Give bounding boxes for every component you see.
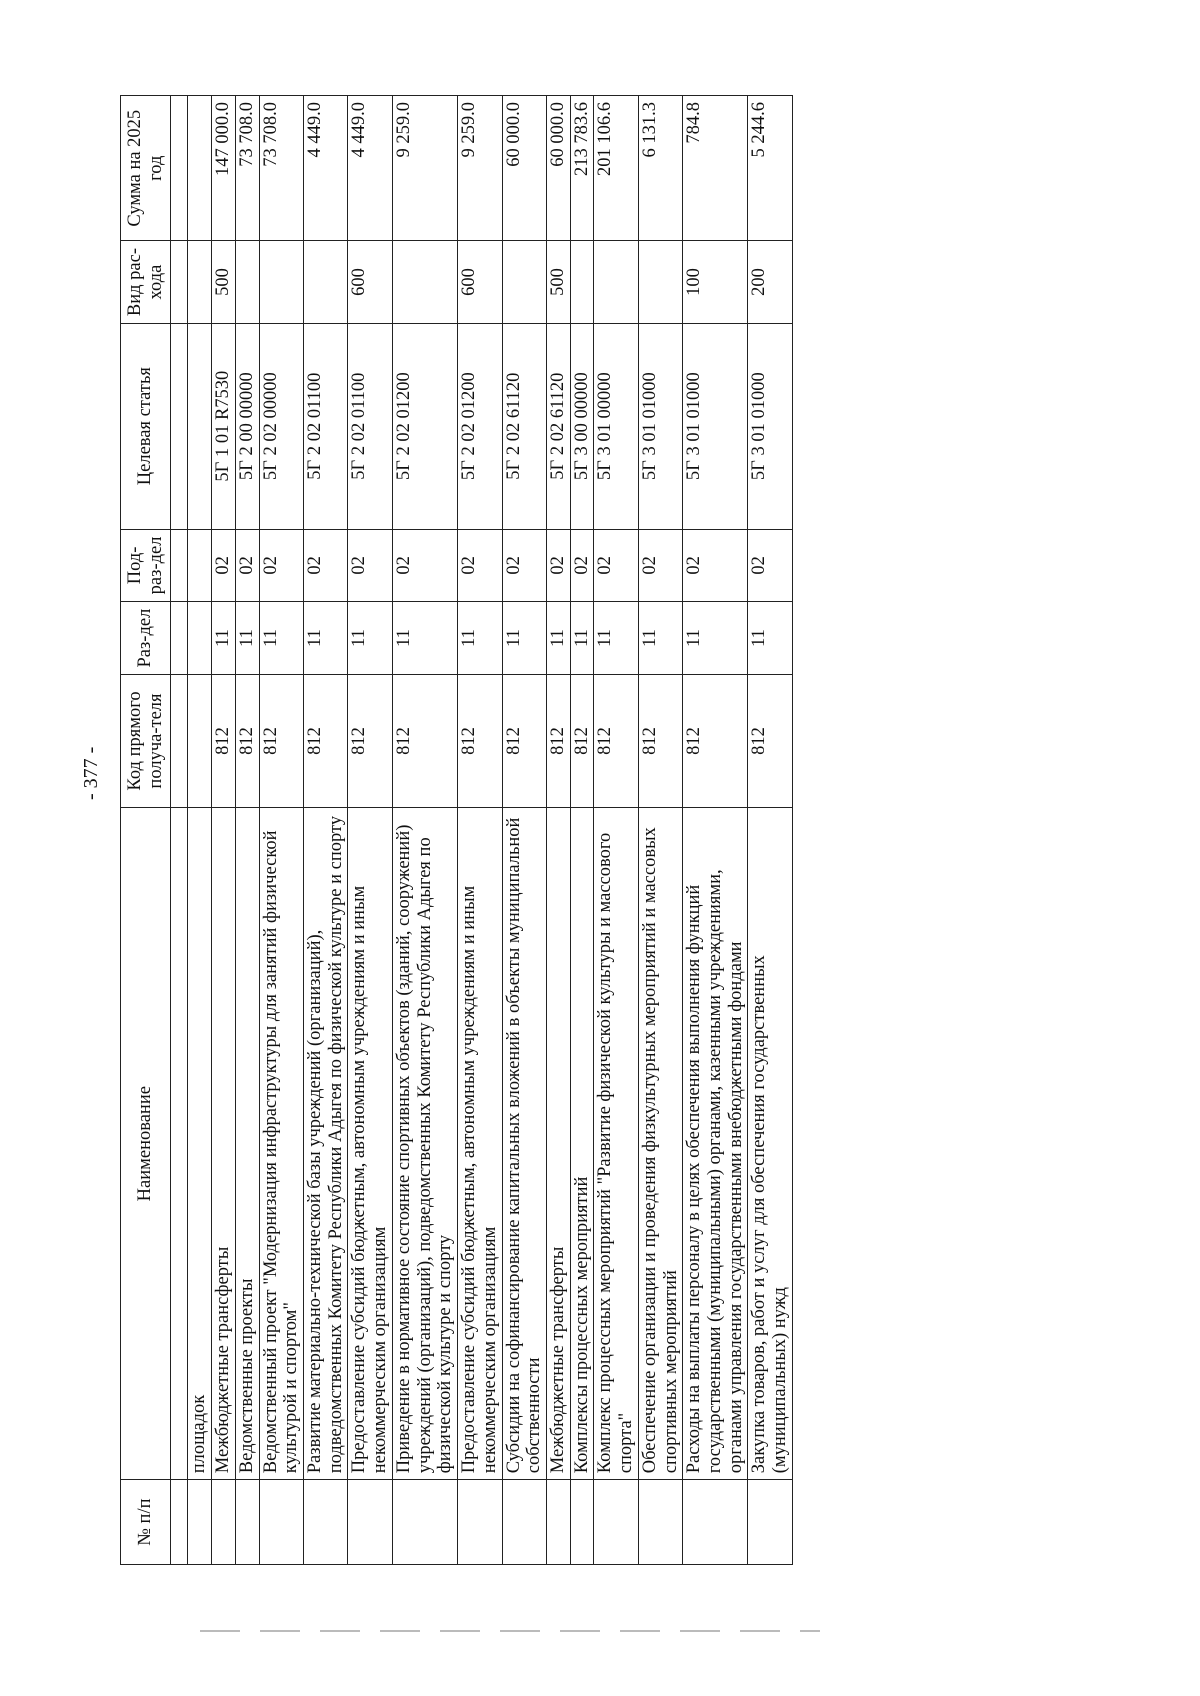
cell-celevaya: 5Г 2 02 01100 bbox=[304, 323, 348, 529]
cell-razdel: 11 bbox=[638, 602, 682, 675]
cell-name: Межбюджетные трансферты bbox=[546, 808, 570, 1480]
cell-podrazdel: 02 bbox=[392, 529, 457, 602]
spacer-cell bbox=[171, 323, 188, 529]
cell-summa: 9 259.0 bbox=[458, 96, 502, 241]
table-body bbox=[188, 96, 792, 1565]
cell-recipient: 812 bbox=[259, 674, 303, 807]
cell-summa: 201 106.6 bbox=[594, 96, 638, 241]
cell-vid: 600 bbox=[348, 241, 392, 323]
cell-razdel: 11 bbox=[212, 602, 236, 675]
cell-summa bbox=[188, 96, 212, 241]
table-row bbox=[348, 96, 392, 1565]
table-row bbox=[502, 96, 546, 1565]
cell-vid bbox=[594, 241, 638, 323]
page-number: - 377 - bbox=[80, 746, 102, 800]
cell-num bbox=[235, 1480, 259, 1565]
cell-podrazdel: 02 bbox=[748, 529, 792, 602]
spacer-cell bbox=[171, 674, 188, 807]
cell-razdel: 11 bbox=[259, 602, 303, 675]
cell-recipient: 812 bbox=[546, 674, 570, 807]
cell-num bbox=[502, 1480, 546, 1565]
cell-summa: 784.8 bbox=[683, 96, 748, 241]
header-recipient: Код прямого получа-теля bbox=[121, 674, 171, 807]
cell-num bbox=[748, 1480, 792, 1565]
cell-razdel: 11 bbox=[502, 602, 546, 675]
cell-name: Субсидии на софинансирование капитальных вложений в объекты муниципальной собственности bbox=[502, 808, 546, 1480]
cell-celevaya: 5Г 3 01 00000 bbox=[594, 323, 638, 529]
cell-name: Ведомственный проект "Модернизация инфраструктуры для занятий физической культурой и спортом" bbox=[259, 808, 303, 1480]
cell-num bbox=[304, 1480, 348, 1565]
cell-recipient: 812 bbox=[348, 674, 392, 807]
cell-razdel: 11 bbox=[348, 602, 392, 675]
cell-recipient: 812 bbox=[683, 674, 748, 807]
cell-summa: 4 449.0 bbox=[304, 96, 348, 241]
table-header-row bbox=[121, 96, 171, 1565]
cell-num bbox=[259, 1480, 303, 1565]
cell-celevaya: 5Г 3 00 00000 bbox=[570, 323, 594, 529]
cell-podrazdel: 02 bbox=[259, 529, 303, 602]
header-vid: Вид рас-хода bbox=[121, 241, 171, 323]
table-row bbox=[259, 96, 303, 1565]
cell-name: Обеспечение организации и проведения физкультурных мероприятий и массовых спортивных мероприятий bbox=[638, 808, 682, 1480]
cell-celevaya: 5Г 1 01 R7530 bbox=[212, 323, 236, 529]
cell-vid: 100 bbox=[683, 241, 748, 323]
cell-name: площадок bbox=[188, 808, 212, 1480]
cell-vid: 200 bbox=[748, 241, 792, 323]
cell-name: Предоставление субсидий бюджетным, автономным учреждениям и иным некоммерческим организациям bbox=[348, 808, 392, 1480]
cell-celevaya: 5Г 2 02 01200 bbox=[458, 323, 502, 529]
header-summa: Сумма на 2025 год bbox=[121, 96, 171, 241]
cell-num bbox=[638, 1480, 682, 1565]
cell-podrazdel: 02 bbox=[502, 529, 546, 602]
table-row bbox=[235, 96, 259, 1565]
scan-artifact-line bbox=[200, 1630, 820, 1632]
cell-num bbox=[188, 1480, 212, 1565]
cell-summa: 73 708.0 bbox=[259, 96, 303, 241]
cell-name: Ведомственные проекты bbox=[235, 808, 259, 1480]
table-row bbox=[683, 96, 748, 1565]
cell-podrazdel: 02 bbox=[638, 529, 682, 602]
cell-name: Межбюджетные трансферты bbox=[212, 808, 236, 1480]
cell-summa: 60 000.0 bbox=[546, 96, 570, 241]
header-celevaya: Целевая статья bbox=[121, 323, 171, 529]
cell-razdel: 11 bbox=[594, 602, 638, 675]
cell-podrazdel bbox=[188, 529, 212, 602]
cell-celevaya: 5Г 2 02 01100 bbox=[348, 323, 392, 529]
cell-razdel: 11 bbox=[570, 602, 594, 675]
table-row bbox=[594, 96, 638, 1565]
cell-num bbox=[458, 1480, 502, 1565]
cell-celevaya: 5Г 2 02 00000 bbox=[259, 323, 303, 529]
table-row bbox=[188, 96, 212, 1565]
cell-vid bbox=[304, 241, 348, 323]
cell-name: Развитие материально-технической базы учреждений (организаций), подведомственных Комитету Республики Адыгея по физической культуре и спорту bbox=[304, 808, 348, 1480]
spacer-cell bbox=[171, 1480, 188, 1565]
cell-vid bbox=[570, 241, 594, 323]
cell-recipient: 812 bbox=[570, 674, 594, 807]
cell-name: Приведение в нормативное состояние спортивных объектов (зданий, сооружений) учреждений (организаций), подведомственных Комитету Республики Адыгея по физической культуре и спорту bbox=[392, 808, 457, 1480]
cell-recipient: 812 bbox=[594, 674, 638, 807]
cell-summa: 6 131.3 bbox=[638, 96, 682, 241]
cell-num bbox=[570, 1480, 594, 1565]
cell-razdel: 11 bbox=[235, 602, 259, 675]
header-podrazdel: Под-раз-дел bbox=[121, 529, 171, 602]
table-row bbox=[212, 96, 236, 1565]
cell-summa: 73 708.0 bbox=[235, 96, 259, 241]
cell-podrazdel: 02 bbox=[546, 529, 570, 602]
cell-recipient: 812 bbox=[748, 674, 792, 807]
cell-name: Закупка товаров, работ и услуг для обеспечения государственных (муниципальных) нужд bbox=[748, 808, 792, 1480]
cell-podrazdel: 02 bbox=[594, 529, 638, 602]
header-razdel: Раз-дел bbox=[121, 602, 171, 675]
cell-num bbox=[212, 1480, 236, 1565]
cell-podrazdel: 02 bbox=[570, 529, 594, 602]
cell-vid: 600 bbox=[458, 241, 502, 323]
cell-vid bbox=[259, 241, 303, 323]
cell-name: Комплекс процессных мероприятий "Развитие физической культуры и массового спорта" bbox=[594, 808, 638, 1480]
cell-podrazdel: 02 bbox=[304, 529, 348, 602]
cell-recipient: 812 bbox=[638, 674, 682, 807]
budget-table bbox=[120, 95, 793, 1565]
cell-celevaya: 5Г 2 02 61120 bbox=[546, 323, 570, 529]
table-header-spacer bbox=[171, 96, 188, 1565]
cell-razdel: 11 bbox=[458, 602, 502, 675]
cell-celevaya: 5Г 3 01 01000 bbox=[683, 323, 748, 529]
cell-razdel: 11 bbox=[546, 602, 570, 675]
cell-summa: 147 000.0 bbox=[212, 96, 236, 241]
cell-num bbox=[594, 1480, 638, 1565]
cell-celevaya: 5Г 3 01 01000 bbox=[638, 323, 682, 529]
cell-summa: 4 449.0 bbox=[348, 96, 392, 241]
cell-podrazdel: 02 bbox=[348, 529, 392, 602]
table-row bbox=[748, 96, 792, 1565]
cell-num bbox=[546, 1480, 570, 1565]
cell-vid bbox=[188, 241, 212, 323]
cell-podrazdel: 02 bbox=[212, 529, 236, 602]
cell-vid: 500 bbox=[212, 241, 236, 323]
cell-vid bbox=[638, 241, 682, 323]
table-row bbox=[638, 96, 682, 1565]
cell-razdel bbox=[188, 602, 212, 675]
table-row bbox=[392, 96, 457, 1565]
cell-name: Комплексы процессных мероприятий bbox=[570, 808, 594, 1480]
cell-celevaya: 5Г 2 00 00000 bbox=[235, 323, 259, 529]
cell-name: Предоставление субсидий бюджетным, автономным учреждениям и иным некоммерческим организациям bbox=[458, 808, 502, 1480]
cell-num bbox=[348, 1480, 392, 1565]
table-row bbox=[570, 96, 594, 1565]
cell-vid bbox=[502, 241, 546, 323]
cell-celevaya: 5Г 3 01 01000 bbox=[748, 323, 792, 529]
cell-vid: 500 bbox=[546, 241, 570, 323]
cell-recipient bbox=[188, 674, 212, 807]
spacer-cell bbox=[171, 529, 188, 602]
header-num: № п/п bbox=[121, 1480, 171, 1565]
spacer-cell bbox=[171, 241, 188, 323]
cell-podrazdel: 02 bbox=[235, 529, 259, 602]
cell-num bbox=[392, 1480, 457, 1565]
cell-recipient: 812 bbox=[458, 674, 502, 807]
cell-summa: 9 259.0 bbox=[392, 96, 457, 241]
cell-name: Расходы на выплаты персоналу в целях обеспечения выполнения функций государственными (муниципальными) органами, казенными учреждениями, органами управления государственными внебюджетными фондами bbox=[683, 808, 748, 1480]
spacer-cell bbox=[171, 602, 188, 675]
cell-razdel: 11 bbox=[748, 602, 792, 675]
table-row bbox=[546, 96, 570, 1565]
cell-vid bbox=[392, 241, 457, 323]
cell-recipient: 812 bbox=[235, 674, 259, 807]
spacer-cell bbox=[171, 96, 188, 241]
table-row bbox=[304, 96, 348, 1565]
cell-razdel: 11 bbox=[683, 602, 748, 675]
budget-sheet bbox=[120, 95, 1085, 1565]
cell-recipient: 812 bbox=[392, 674, 457, 807]
cell-summa: 213 783.6 bbox=[570, 96, 594, 241]
cell-num bbox=[683, 1480, 748, 1565]
cell-summa: 60 000.0 bbox=[502, 96, 546, 241]
cell-razdel: 11 bbox=[304, 602, 348, 675]
cell-celevaya bbox=[188, 323, 212, 529]
table-row bbox=[458, 96, 502, 1565]
cell-recipient: 812 bbox=[212, 674, 236, 807]
cell-celevaya: 5Г 2 02 01200 bbox=[392, 323, 457, 529]
cell-podrazdel: 02 bbox=[683, 529, 748, 602]
cell-recipient: 812 bbox=[502, 674, 546, 807]
cell-vid bbox=[235, 241, 259, 323]
cell-razdel: 11 bbox=[392, 602, 457, 675]
cell-podrazdel: 02 bbox=[458, 529, 502, 602]
cell-summa: 5 244.6 bbox=[748, 96, 792, 241]
cell-celevaya: 5Г 2 02 61120 bbox=[502, 323, 546, 529]
header-name: Наименование bbox=[121, 808, 171, 1480]
cell-recipient: 812 bbox=[304, 674, 348, 807]
spacer-cell bbox=[171, 808, 188, 1480]
